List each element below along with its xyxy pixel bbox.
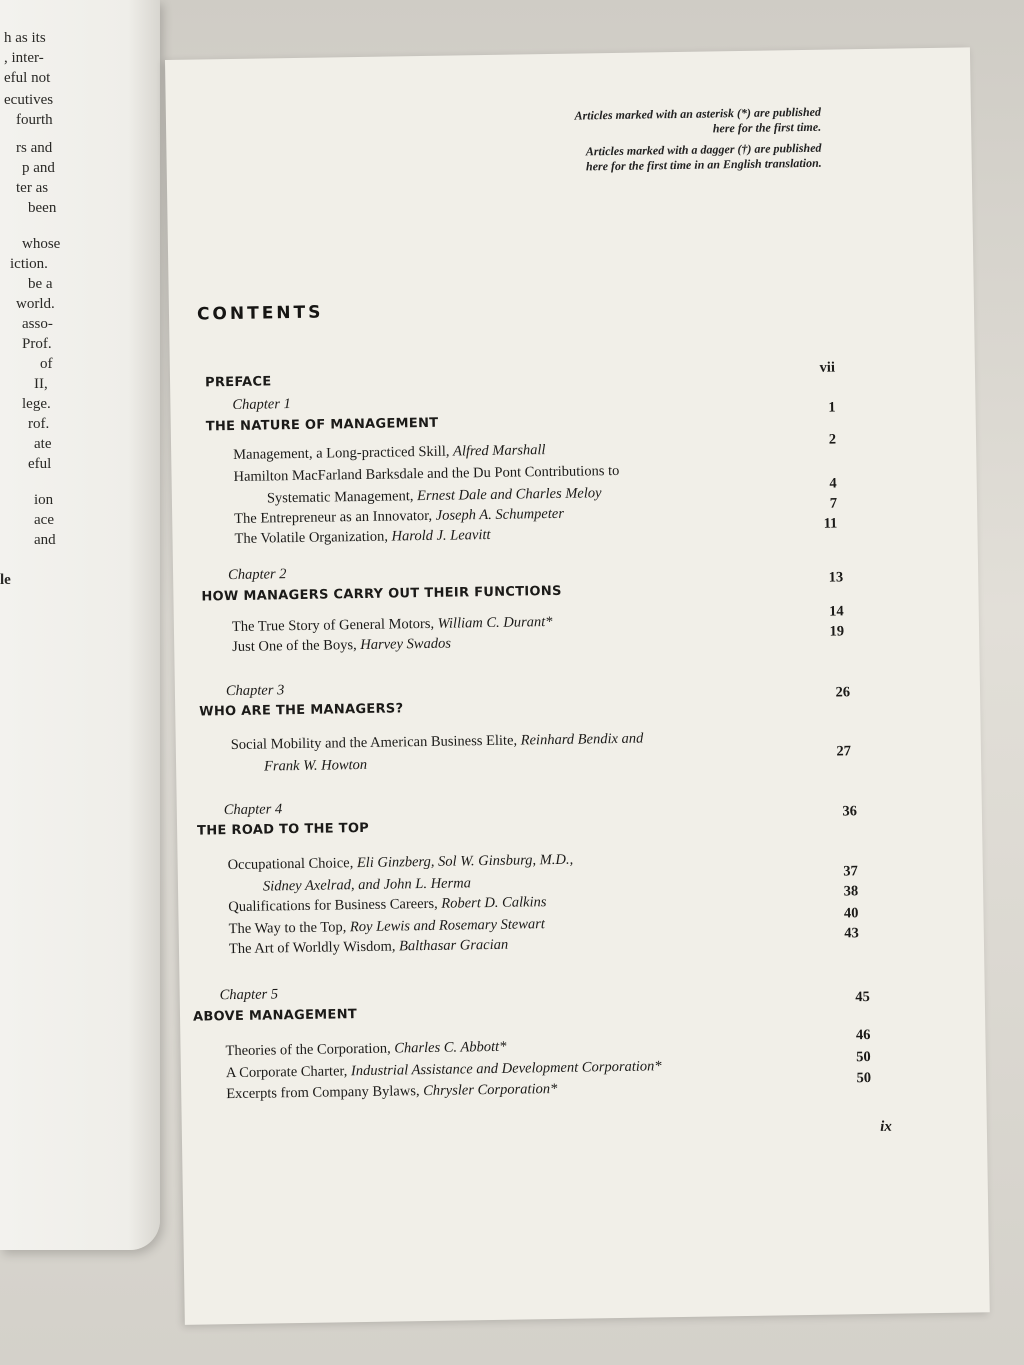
entry-author: Eli Ginzberg, Sol W. Ginsburg, M.D., xyxy=(356,851,574,872)
facing-page-fragment: ter as xyxy=(16,180,49,196)
preface-page: vii xyxy=(819,359,836,376)
entry-title: The Volatile Organization, xyxy=(234,528,392,547)
entry-title: The Art of Worldly Wisdom, xyxy=(228,938,400,958)
toc-entry xyxy=(234,527,490,548)
facing-page-fragment: p and xyxy=(22,160,55,176)
entry-page: 14 xyxy=(829,603,844,620)
facing-page-fragment: ate xyxy=(34,436,52,452)
entry-title: Social Mobility and the American Business Elite, xyxy=(230,732,521,754)
entry-page: 37 xyxy=(843,863,858,880)
toc-entry xyxy=(225,1039,506,1060)
entry-author: Industrial Assistance and Development Corporation* xyxy=(350,1058,662,1080)
entry-page: 4 xyxy=(829,475,837,492)
entry-page: 27 xyxy=(836,743,852,760)
toc-entry xyxy=(226,1058,662,1082)
entry-title: Hamilton MacFarland Barksdale and the Du Pont Contributions to xyxy=(233,462,620,485)
facing-page-fragment: be a xyxy=(28,276,53,292)
facing-page-fragment: whose xyxy=(22,236,61,252)
entry-author: William C. Durant* xyxy=(437,613,553,632)
asterisk-note: Articles marked with an asterisk (*) are published here for the first time. xyxy=(574,104,822,136)
entry-author: Ernest Dale and Charles Meloy xyxy=(416,485,602,505)
entry-title: Excerpts from Company Bylaws, xyxy=(226,1083,424,1103)
chapter-title: HOW MANAGERS CARRY OUT THEIR FUNCTIONS xyxy=(201,583,562,605)
entry-page: 2 xyxy=(828,431,837,448)
toc-entry xyxy=(267,485,602,507)
page-number: ix xyxy=(880,1118,892,1135)
toc-entry xyxy=(232,614,553,636)
toc-entry xyxy=(263,875,471,895)
entry-author: Alfred Marshall xyxy=(452,442,546,460)
entry-page: 46 xyxy=(855,1027,871,1044)
chapter-page: 36 xyxy=(842,803,858,820)
entry-page: 40 xyxy=(843,905,859,922)
facing-page-fragment: ion xyxy=(34,492,54,508)
entry-author: Harvey Swados xyxy=(360,635,452,654)
chapter-label: Chapter 2 xyxy=(227,566,287,584)
chapter-page: 45 xyxy=(855,989,870,1006)
toc-entry xyxy=(232,636,451,656)
preface-title: PREFACE xyxy=(204,374,272,391)
toc-entry xyxy=(234,506,564,528)
entry-page: 19 xyxy=(829,623,845,640)
table-of-contents xyxy=(165,47,990,1324)
facing-page-fragment: ace xyxy=(34,512,54,528)
entry-title: Occupational Choice, xyxy=(227,855,358,874)
facing-page-fragment: II, xyxy=(34,376,48,392)
chapter-page: 13 xyxy=(828,569,844,586)
entry-author: Charles C. Abbott* xyxy=(394,1038,507,1057)
facing-page-fragment: rs and xyxy=(16,140,53,156)
toc-entry xyxy=(228,894,546,916)
page-title: CONTENTS xyxy=(196,302,324,325)
dagger-note: Articles marked with a dagger (†) are published here for the first time in an English translation. xyxy=(585,140,822,174)
entry-title: A Corporate Charter, xyxy=(225,1063,352,1082)
entry-title: The True Story of General Motors, xyxy=(231,615,438,636)
facing-page-fragment: fourth xyxy=(16,112,53,128)
entry-author: Joseph A. Schumpeter xyxy=(435,505,565,524)
entry-title: The Way to the Top, xyxy=(228,919,351,938)
entry-title: Management, a Long-practiced Skill, xyxy=(233,443,454,463)
facing-page-fragment: eful xyxy=(28,456,52,472)
chapter-title: WHO ARE THE MANAGERS? xyxy=(199,701,404,720)
entry-author: Roy Lewis and Rosemary Stewart xyxy=(349,916,546,936)
entry-author: Balthasar Gracian xyxy=(398,936,509,955)
toc-entry xyxy=(231,731,644,754)
chapter-label: Chapter 1 xyxy=(232,396,291,413)
toc-entry xyxy=(229,937,508,958)
toc-entry xyxy=(233,442,546,464)
entry-author: Chrysler Corporation* xyxy=(423,1080,558,1100)
chapter-title: THE NATURE OF MANAGEMENT xyxy=(205,415,439,435)
contents-page xyxy=(165,47,990,1324)
facing-page-fragment: , inter- xyxy=(4,50,44,66)
toc-entry xyxy=(264,757,367,776)
entry-title: Systematic Management, xyxy=(266,488,418,507)
entry-title: Qualifications for Business Careers, xyxy=(228,895,442,916)
facing-page-fragment: iction. xyxy=(10,256,48,272)
toc-entry xyxy=(233,463,619,486)
entry-author: Reinhard Bendix and xyxy=(520,730,644,749)
facing-page-fragment: been xyxy=(28,200,57,216)
facing-page-fragment: le xyxy=(0,572,11,588)
facing-page-fragment: rof. xyxy=(28,416,50,432)
entry-page: 43 xyxy=(844,925,859,942)
entry-author: Harold J. Leavitt xyxy=(391,526,491,545)
chapter-label: Chapter 5 xyxy=(219,986,279,1004)
entry-page: 11 xyxy=(823,515,838,532)
entry-page: 7 xyxy=(829,495,838,512)
facing-page-fragment: asso- xyxy=(22,316,53,332)
entry-page: 38 xyxy=(843,883,859,900)
entry-page: 50 xyxy=(856,1049,871,1066)
facing-page-fragment: h as its xyxy=(4,30,46,46)
chapter-label: Chapter 3 xyxy=(225,682,285,700)
entry-page: 50 xyxy=(856,1070,872,1087)
chapter-title: ABOVE MANAGEMENT xyxy=(192,1007,358,1025)
facing-page-fragment: Prof. xyxy=(22,336,52,352)
facing-page-fragment: ecutives xyxy=(4,92,54,108)
chapter-page: 1 xyxy=(828,399,836,416)
chapter-page: 26 xyxy=(835,684,851,701)
toc-entry xyxy=(226,1081,557,1103)
toc-entry xyxy=(229,916,545,938)
chapter-title: THE ROAD TO THE TOP xyxy=(196,820,370,839)
facing-page-fragment: lege. xyxy=(22,396,51,412)
entry-author: Frank W. Howton xyxy=(263,756,368,775)
entry-title: Theories of the Corporation, xyxy=(225,1040,395,1060)
facing-page-fragment: world. xyxy=(16,296,55,312)
entry-author: Sidney Axelrad, and John L. Herma xyxy=(262,875,472,895)
entry-author: Robert D. Calkins xyxy=(441,894,547,912)
chapter-label: Chapter 4 xyxy=(223,801,283,819)
facing-page xyxy=(0,0,160,1250)
entry-title: Just One of the Boys, xyxy=(232,637,361,656)
entry-title: The Entrepreneur as an Innovator, xyxy=(234,507,436,527)
facing-page-fragment: eful not xyxy=(4,70,51,86)
toc-entry xyxy=(228,852,574,874)
facing-page-fragment: of xyxy=(40,356,53,372)
facing-page-fragment: and xyxy=(34,532,56,548)
